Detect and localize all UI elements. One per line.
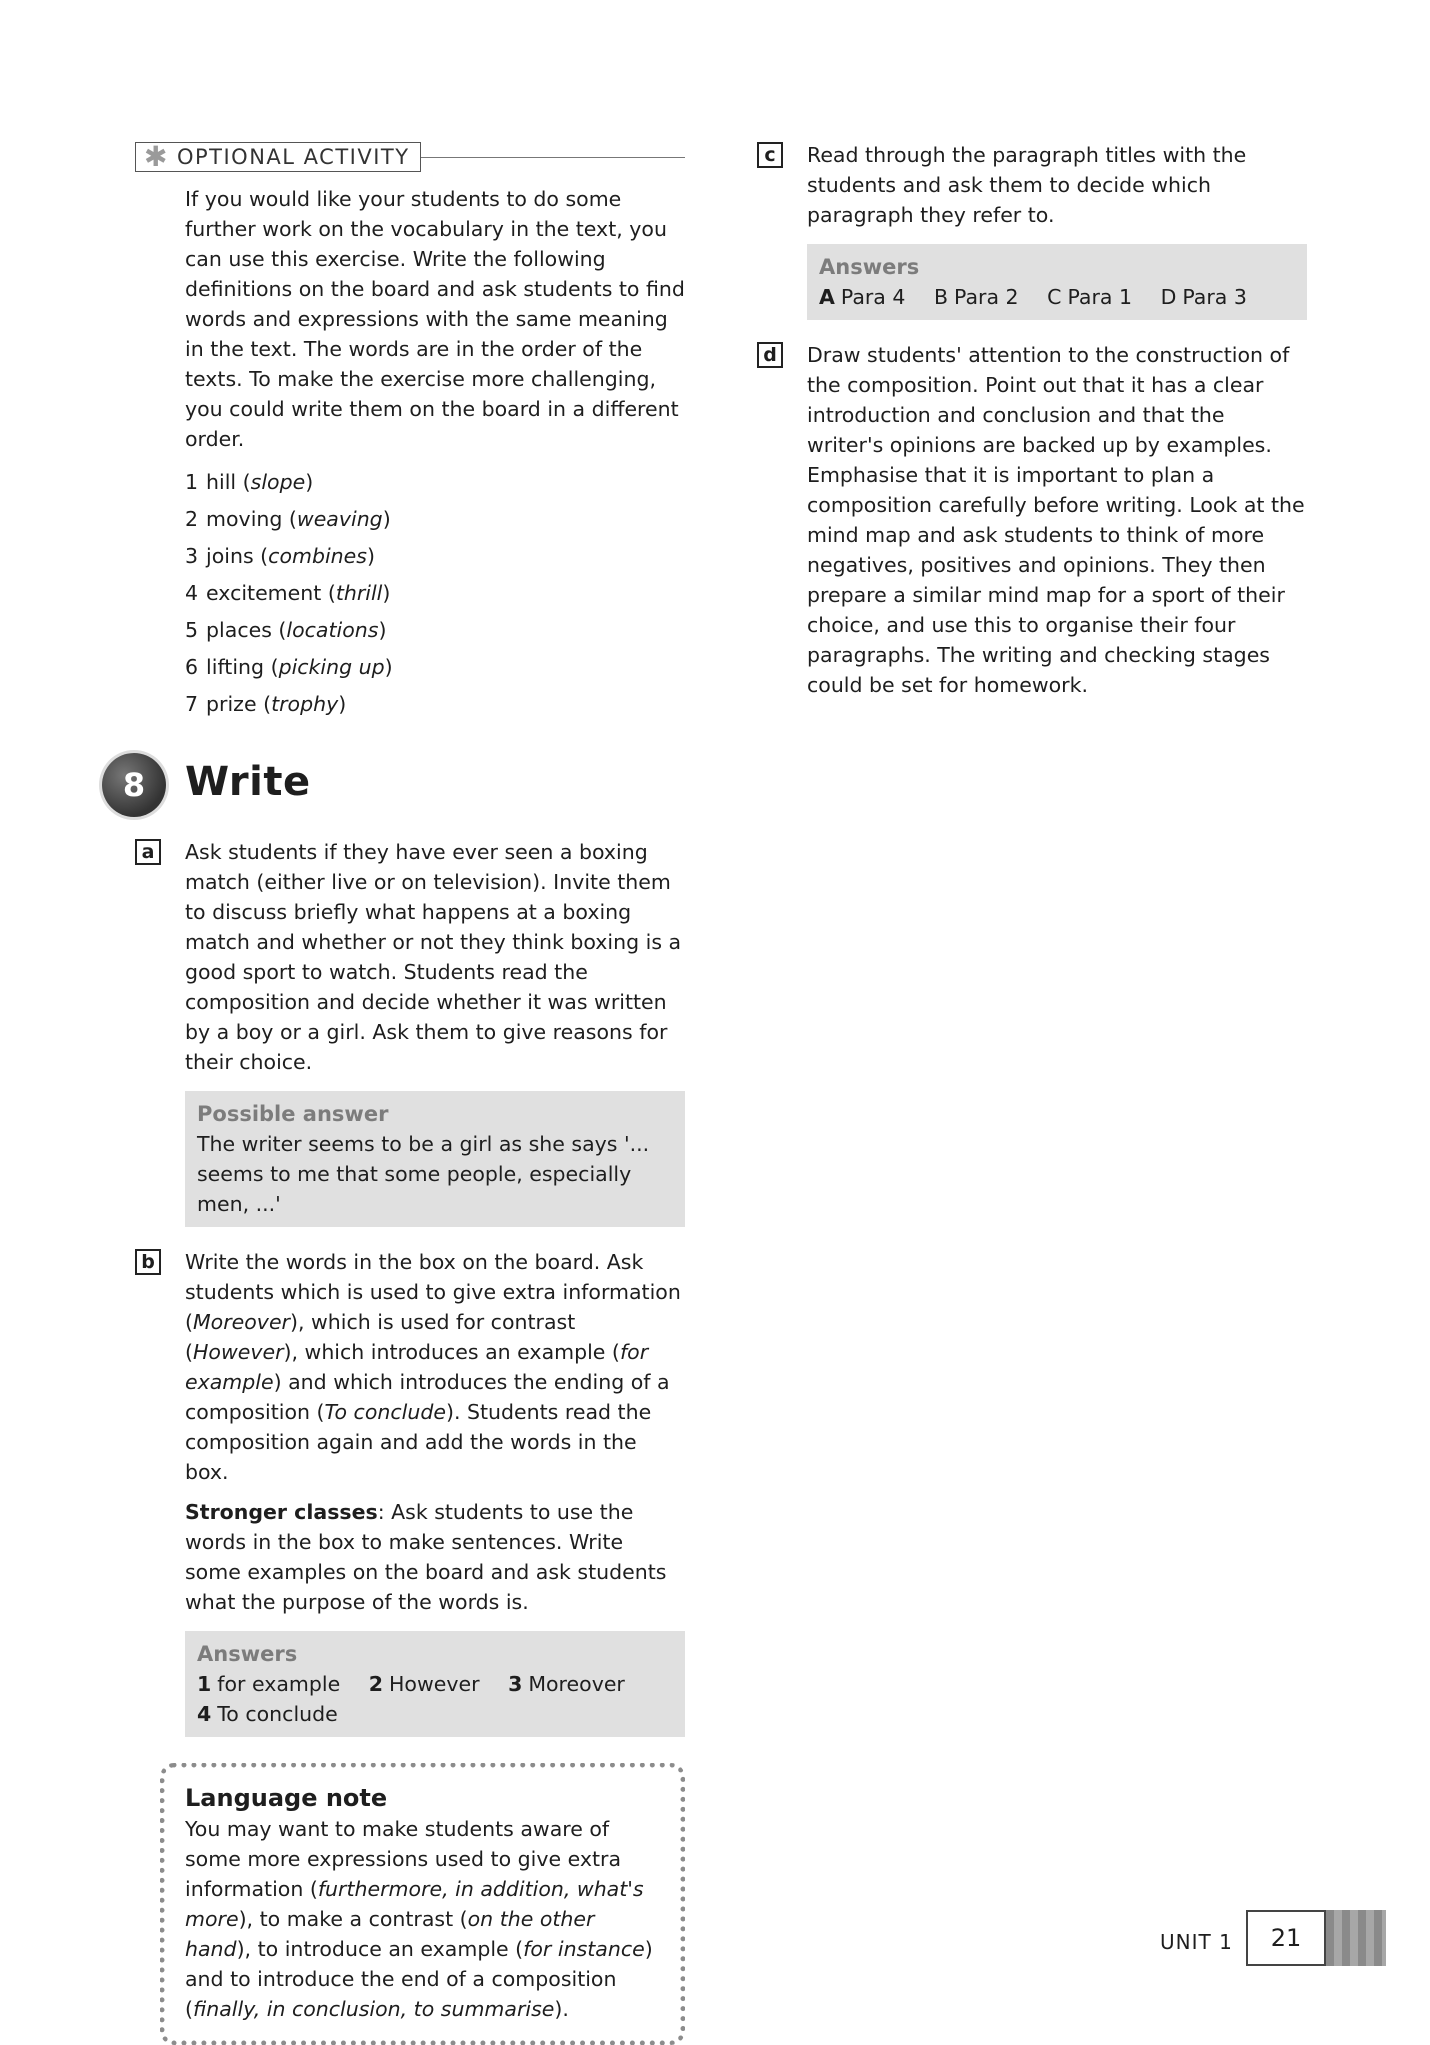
- task-a-text: Ask students if they have ever seen a boxing match (either live or on television). Invite them to discuss briefly what happens at a boxing match and whether or not they think boxing is a good sport to watch. Students read the composition and decide whether it was written by a boy or a girl. Ask them to give reasons for their choice.: [185, 840, 682, 1074]
- optional-activity-label: OPTIONAL ACTIVITY: [176, 145, 410, 169]
- section-title: Write: [185, 759, 311, 805]
- answers-row: [819, 282, 1295, 312]
- answers-box: [185, 1631, 685, 1737]
- header-rule: [421, 157, 685, 158]
- answer-text: The writer seems to be a girl as she says '... seems to me that some people, especially men, ...': [197, 1132, 650, 1216]
- task-letter-d: d: [757, 342, 783, 368]
- page-footer: [1160, 1910, 1430, 1970]
- optional-activity-header: [135, 140, 685, 174]
- answers-row: [197, 1669, 673, 1699]
- answer-item: 4 To conclude: [197, 1702, 338, 1726]
- left-column: [122, 140, 685, 2045]
- list-item: 7 prize (trophy): [185, 692, 347, 716]
- list-item: 6 lifting (picking up): [185, 655, 393, 679]
- task-d: [757, 340, 1307, 700]
- answer-item: 1 for example: [197, 1672, 341, 1696]
- list-item: 2 moving (weaving): [185, 507, 391, 531]
- answer-item: 2 However: [368, 1672, 480, 1696]
- optional-activity-label-box: [135, 142, 421, 172]
- list-item: 4 excitement (thrill): [185, 581, 391, 605]
- answer-title: Answers: [197, 1642, 298, 1666]
- task-b: [135, 1247, 685, 1737]
- task-letter-a: a: [135, 839, 161, 865]
- unit-label: UNIT 1: [1160, 1930, 1233, 1954]
- answer-item: C Para 1: [1047, 285, 1133, 309]
- answer-item: A Para 4: [819, 285, 906, 309]
- answer-item: 3 Moreover: [508, 1672, 625, 1696]
- right-column: [757, 140, 1307, 700]
- asterisk-icon: ✱: [144, 140, 169, 173]
- language-note-box: [160, 1763, 685, 2045]
- task-b-text: Write the words in the box on the board. Ask students which is used to give extra information (Moreover), which is used for contrast (However), which introduces an example (for example) and which introduces the ending of a composition (To conclude). Students read the composition again and add the words in the box.: [185, 1250, 681, 1484]
- list-item: 1 hill (slope): [185, 470, 314, 494]
- answer-title: Possible answer: [197, 1102, 389, 1126]
- task-letter-b: b: [135, 1249, 161, 1275]
- page-number: 21: [1246, 1910, 1326, 1966]
- list-item: 3 joins (combines): [185, 544, 375, 568]
- task-a: [135, 837, 685, 1227]
- task-d-text: Draw students' attention to the construction of the composition. Point out that it has a clear introduction and conclusion and that the writer's opinions are backed up by examples. Emphasise that it is important to plan a composition carefully before writing. Look at the mind map and ask students to think of more negatives, positives and opinions. They then prepare a similar mind map for a sport of their choice, and use this to organise their four paragraphs. The writing and checking stages could be set for homework.: [807, 343, 1305, 697]
- answers-box: [807, 244, 1307, 320]
- section-heading: [122, 753, 685, 817]
- stronger-classes-text: Stronger classes: Ask students to use the words in the box to make sentences. Write some examples on the board and ask students what the purpose of the words is.: [185, 1500, 667, 1614]
- language-note-title: Language note: [185, 1784, 388, 1812]
- page-edge-strip: [1326, 1910, 1386, 1966]
- task-c: [757, 140, 1307, 320]
- task-c-text: Read through the paragraph titles with the students and ask them to decide which paragraph they refer to.: [807, 143, 1247, 227]
- section-number-badge: 8: [102, 753, 166, 817]
- answers-row: [197, 1699, 673, 1729]
- vocabulary-list: [185, 464, 685, 723]
- language-note-text: You may want to make students aware of some more expressions used to give extra information (furthermore, in addition, what's more), to make a contrast (on the other hand), to introduce an example (for instance) and to introduce the end of a composition (finally, in conclusion, to summarise).: [185, 1817, 653, 2021]
- answer-item: B Para 2: [933, 285, 1019, 309]
- answer-title: Answers: [819, 255, 920, 279]
- possible-answer-box: [185, 1091, 685, 1227]
- list-item: 5 places (locations): [185, 618, 387, 642]
- optional-activity-intro: If you would like your students to do some further work on the vocabulary in the text, you can use this exercise. Write the following definitions on the board and ask students to find words and expressions with the same meaning in the text. The words are in the order of the texts. To make the exercise more challenging, you could write them on the board in a different order.: [185, 187, 685, 451]
- answer-item: D Para 3: [1160, 285, 1247, 309]
- task-letter-c: c: [757, 142, 783, 168]
